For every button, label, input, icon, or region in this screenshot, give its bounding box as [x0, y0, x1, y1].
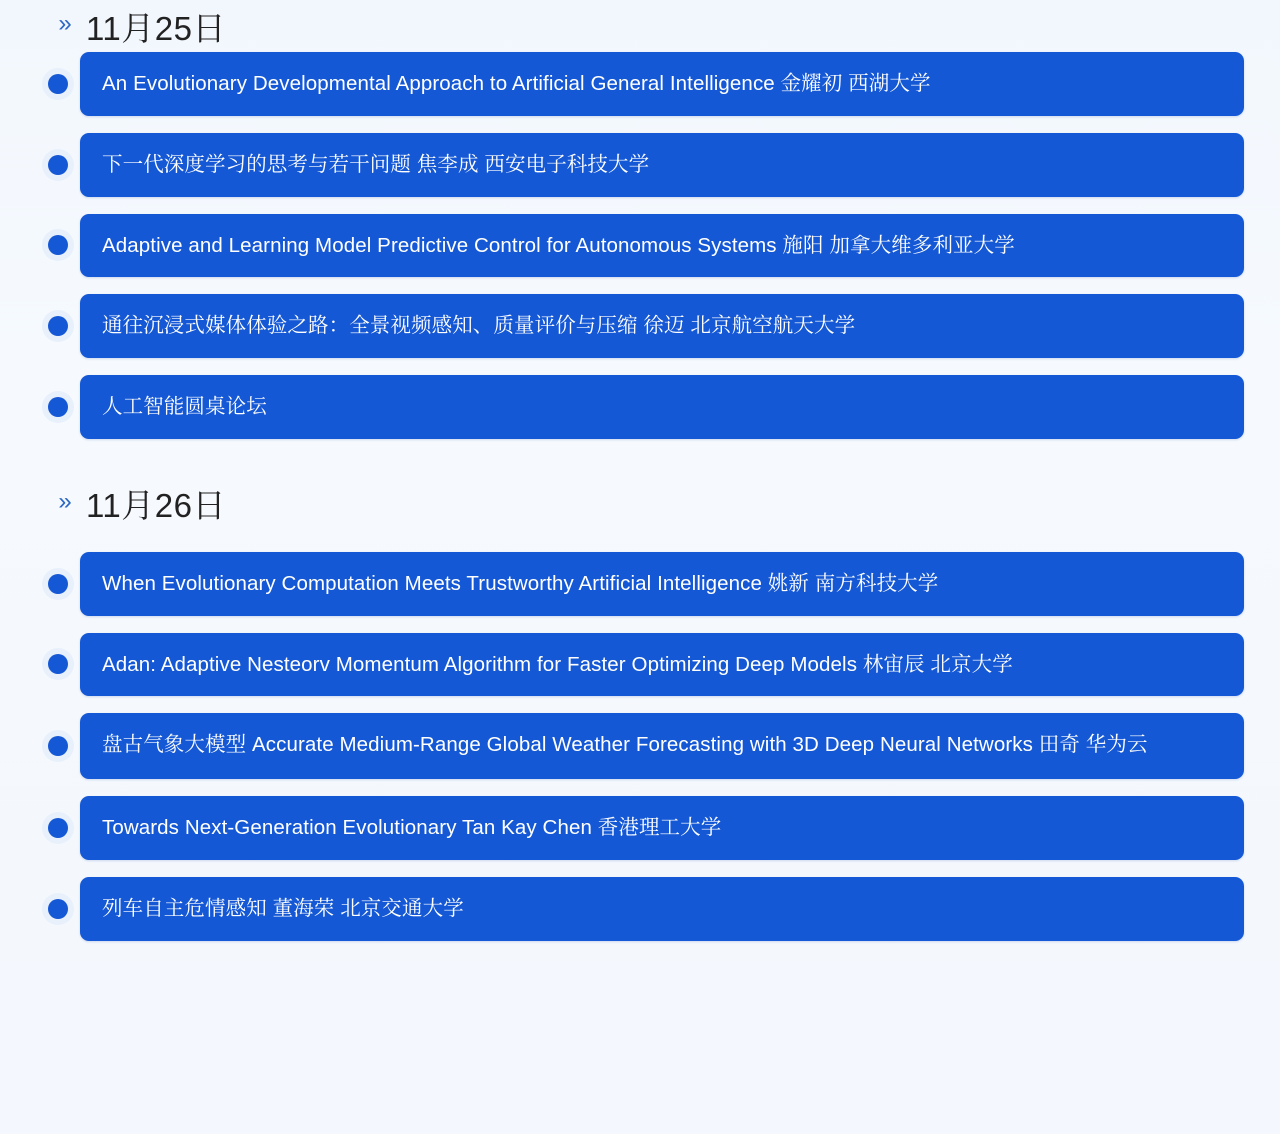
day-label: 11月26日 — [86, 487, 226, 525]
session-title[interactable]: Adaptive and Learning Model Predictive Control for Autonomous Systems 施阳 加拿大维多利亚大学 — [80, 214, 1244, 278]
session-row[interactable] — [0, 294, 1280, 358]
bullet-marker — [36, 818, 80, 838]
session-row[interactable] — [0, 375, 1280, 439]
bullet-marker — [36, 155, 80, 175]
session-row[interactable] — [0, 796, 1280, 860]
session-title[interactable]: Adan: Adaptive Nesteorv Momentum Algorithm for Faster Optimizing Deep Models 林宙辰 北京大学 — [80, 633, 1244, 697]
session-title[interactable]: An Evolutionary Developmental Approach to Artificial General Intelligence 金耀初 西湖大学 — [80, 52, 1244, 116]
session-title[interactable]: 列车自主危情感知 董海荣 北京交通大学 — [80, 877, 1244, 941]
session-row[interactable] — [0, 133, 1280, 197]
session-title[interactable]: 盘古气象大模型 Accurate Medium-Range Global Weather Forecasting with 3D Deep Neural Networks 田奇 华为云 — [80, 713, 1244, 779]
session-row[interactable] — [0, 633, 1280, 697]
session-row[interactable] — [0, 552, 1280, 616]
session-row[interactable] — [0, 713, 1280, 779]
day-heading-2 — [0, 456, 1280, 552]
day-heading-1 — [0, 0, 1280, 52]
session-title[interactable]: 下一代深度学习的思考与若干问题 焦李成 西安电子科技大学 — [80, 133, 1244, 197]
session-title[interactable]: 人工智能圆桌论坛 — [80, 375, 1244, 439]
bullet-marker — [36, 654, 80, 674]
chevron-right-icon: » — [58, 487, 72, 515]
session-row[interactable] — [0, 214, 1280, 278]
session-row[interactable] — [0, 52, 1280, 116]
bullet-marker — [36, 235, 80, 255]
session-title[interactable]: When Evolutionary Computation Meets Trustworthy Artificial Intelligence 姚新 南方科技大学 — [80, 552, 1244, 616]
session-row[interactable] — [0, 877, 1280, 941]
bullet-marker — [36, 899, 80, 919]
bullet-marker — [36, 574, 80, 594]
bullet-marker — [36, 74, 80, 94]
chevron-right-icon: » — [58, 10, 72, 37]
session-title[interactable]: 通往沉浸式媒体体验之路：全景视频感知、质量评价与压缩 徐迈 北京航空航天大学 — [80, 294, 1244, 358]
bullet-marker — [36, 736, 80, 756]
bullet-marker — [36, 316, 80, 336]
bullet-marker — [36, 397, 80, 417]
session-title[interactable]: Towards Next-Generation Evolutionary Tan Kay Chen 香港理工大学 — [80, 796, 1244, 860]
day-label: 11月25日 — [86, 9, 226, 47]
